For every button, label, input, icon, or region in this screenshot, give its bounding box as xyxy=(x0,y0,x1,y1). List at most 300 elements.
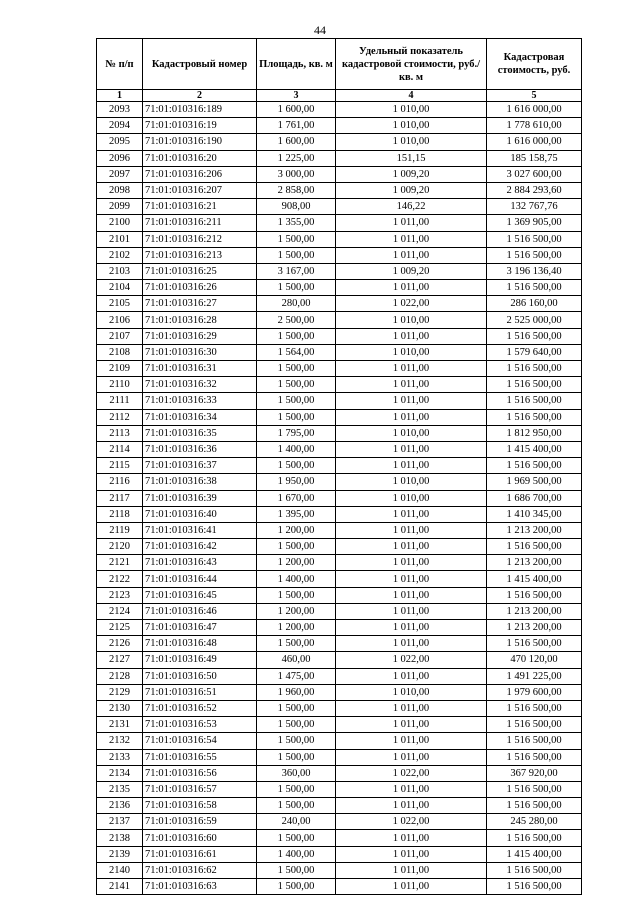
cadastral-number-cell: 71:01:010316:31 xyxy=(143,361,257,377)
cadastral-cost-cell: 1 213 200,00 xyxy=(487,603,582,619)
cadastral-cost-cell: 1 979 600,00 xyxy=(487,684,582,700)
specific-value-cell: 1 022,00 xyxy=(336,296,487,312)
row-number-cell: 2094 xyxy=(97,118,143,134)
page-number: 44 xyxy=(314,23,326,37)
area-cell: 280,00 xyxy=(257,296,336,312)
table-row xyxy=(97,814,582,830)
column-index: 5 xyxy=(487,90,582,102)
cadastral-number-cell: 71:01:010316:60 xyxy=(143,830,257,846)
cadastral-cost-cell: 245 280,00 xyxy=(487,814,582,830)
cadastral-number-cell: 71:01:010316:49 xyxy=(143,652,257,668)
row-number-cell: 2130 xyxy=(97,700,143,716)
table-row xyxy=(97,668,582,684)
row-number-cell: 2119 xyxy=(97,522,143,538)
specific-value-cell: 1 022,00 xyxy=(336,652,487,668)
column-index: 1 xyxy=(97,90,143,102)
cadastral-number-cell: 71:01:010316:39 xyxy=(143,490,257,506)
cadastral-number-cell: 71:01:010316:29 xyxy=(143,328,257,344)
area-cell: 1 950,00 xyxy=(257,474,336,490)
header-cadastral-number: Кадастровый номер xyxy=(143,39,257,90)
cadastral-number-cell: 71:01:010316:38 xyxy=(143,474,257,490)
table-row xyxy=(97,781,582,797)
cadastral-cost-cell: 1 516 500,00 xyxy=(487,587,582,603)
specific-value-cell: 1 011,00 xyxy=(336,798,487,814)
row-number-cell: 2098 xyxy=(97,182,143,198)
table-row xyxy=(97,603,582,619)
header-row xyxy=(97,39,582,90)
area-cell: 1 200,00 xyxy=(257,522,336,538)
cadastral-number-cell: 71:01:010316:52 xyxy=(143,700,257,716)
specific-value-cell: 1 011,00 xyxy=(336,377,487,393)
cadastral-number-cell: 71:01:010316:35 xyxy=(143,425,257,441)
specific-value-cell: 1 011,00 xyxy=(336,539,487,555)
area-cell: 3 000,00 xyxy=(257,166,336,182)
cadastral-cost-cell: 1 516 500,00 xyxy=(487,862,582,878)
specific-value-cell: 1 011,00 xyxy=(336,280,487,296)
cadastral-cost-cell: 1 516 500,00 xyxy=(487,458,582,474)
cadastral-number-cell: 71:01:010316:20 xyxy=(143,150,257,166)
row-number-cell: 2108 xyxy=(97,344,143,360)
table-row xyxy=(97,215,582,231)
row-number-cell: 2107 xyxy=(97,328,143,344)
row-number-cell: 2099 xyxy=(97,199,143,215)
row-number-cell: 2140 xyxy=(97,862,143,878)
cadastral-cost-cell: 1 812 950,00 xyxy=(487,425,582,441)
cadastral-cost-cell: 3 027 600,00 xyxy=(487,166,582,182)
specific-value-cell: 1 011,00 xyxy=(336,458,487,474)
specific-value-cell: 1 010,00 xyxy=(336,490,487,506)
specific-value-cell: 1 011,00 xyxy=(336,700,487,716)
cadastral-cost-cell: 1 415 400,00 xyxy=(487,846,582,862)
area-cell: 1 500,00 xyxy=(257,458,336,474)
cadastral-number-cell: 71:01:010316:47 xyxy=(143,620,257,636)
cadastral-number-cell: 71:01:010316:48 xyxy=(143,636,257,652)
row-number-cell: 2131 xyxy=(97,717,143,733)
cadastral-cost-cell: 1 415 400,00 xyxy=(487,571,582,587)
cadastral-cost-cell: 1 491 225,00 xyxy=(487,668,582,684)
cadastral-number-cell: 71:01:010316:62 xyxy=(143,862,257,878)
cadastral-number-cell: 71:01:010316:33 xyxy=(143,393,257,409)
row-number-cell: 2113 xyxy=(97,425,143,441)
cadastral-cost-cell: 2 884 293,60 xyxy=(487,182,582,198)
specific-value-cell: 1 011,00 xyxy=(336,879,487,895)
table-row xyxy=(97,166,582,182)
row-number-cell: 2093 xyxy=(97,102,143,118)
table-row xyxy=(97,539,582,555)
area-cell: 1 500,00 xyxy=(257,700,336,716)
cadastral-cost-cell: 1 616 000,00 xyxy=(487,102,582,118)
table-row xyxy=(97,312,582,328)
area-cell: 908,00 xyxy=(257,199,336,215)
table-row xyxy=(97,393,582,409)
table-row xyxy=(97,263,582,279)
table-row xyxy=(97,458,582,474)
specific-value-cell: 1 011,00 xyxy=(336,862,487,878)
cadastral-number-cell: 71:01:010316:212 xyxy=(143,231,257,247)
table-row xyxy=(97,571,582,587)
specific-value-cell: 1 011,00 xyxy=(336,328,487,344)
cadastral-number-cell: 71:01:010316:44 xyxy=(143,571,257,587)
table-row xyxy=(97,377,582,393)
row-number-cell: 2141 xyxy=(97,879,143,895)
cadastral-cost-cell: 470 120,00 xyxy=(487,652,582,668)
row-number-cell: 2112 xyxy=(97,409,143,425)
cadastral-number-cell: 71:01:010316:189 xyxy=(143,102,257,118)
table-row xyxy=(97,425,582,441)
specific-value-cell: 1 011,00 xyxy=(336,215,487,231)
table-row xyxy=(97,328,582,344)
table-row xyxy=(97,700,582,716)
area-cell: 1 500,00 xyxy=(257,361,336,377)
cadastral-number-cell: 71:01:010316:61 xyxy=(143,846,257,862)
table-row xyxy=(97,344,582,360)
area-cell: 240,00 xyxy=(257,814,336,830)
cadastral-cost-cell: 1 516 500,00 xyxy=(487,328,582,344)
cadastral-number-cell: 71:01:010316:30 xyxy=(143,344,257,360)
table-row xyxy=(97,765,582,781)
cadastral-cost-cell: 286 160,00 xyxy=(487,296,582,312)
cadastral-cost-cell: 1 516 500,00 xyxy=(487,749,582,765)
cadastral-cost-cell: 132 767,76 xyxy=(487,199,582,215)
specific-value-cell: 1 010,00 xyxy=(336,425,487,441)
area-cell: 1 355,00 xyxy=(257,215,336,231)
specific-value-cell: 1 011,00 xyxy=(336,668,487,684)
row-number-cell: 2097 xyxy=(97,166,143,182)
table-row xyxy=(97,749,582,765)
row-number-cell: 2129 xyxy=(97,684,143,700)
row-number-cell: 2127 xyxy=(97,652,143,668)
row-number-cell: 2104 xyxy=(97,280,143,296)
area-cell: 2 858,00 xyxy=(257,182,336,198)
table-row xyxy=(97,846,582,862)
cadastral-number-cell: 71:01:010316:213 xyxy=(143,247,257,263)
cadastral-number-cell: 71:01:010316:57 xyxy=(143,781,257,797)
specific-value-cell: 1 011,00 xyxy=(336,522,487,538)
specific-value-cell: 1 010,00 xyxy=(336,102,487,118)
cadastral-cost-cell: 1 516 500,00 xyxy=(487,361,582,377)
specific-value-cell: 1 011,00 xyxy=(336,409,487,425)
area-cell: 1 500,00 xyxy=(257,749,336,765)
cadastral-cost-cell: 3 196 136,40 xyxy=(487,263,582,279)
specific-value-cell: 1 011,00 xyxy=(336,846,487,862)
area-cell: 1 400,00 xyxy=(257,571,336,587)
cadastral-cost-cell: 1 213 200,00 xyxy=(487,620,582,636)
area-cell: 1 670,00 xyxy=(257,490,336,506)
row-number-cell: 2120 xyxy=(97,539,143,555)
cadastral-cost-cell: 1 969 500,00 xyxy=(487,474,582,490)
area-cell: 1 600,00 xyxy=(257,102,336,118)
row-number-cell: 2136 xyxy=(97,798,143,814)
area-cell: 1 475,00 xyxy=(257,668,336,684)
area-cell: 1 500,00 xyxy=(257,798,336,814)
area-cell: 1 500,00 xyxy=(257,231,336,247)
area-cell: 1 200,00 xyxy=(257,555,336,571)
header-cadastral-cost: Кадастровая стоимость, руб. xyxy=(487,39,582,90)
area-cell: 1 225,00 xyxy=(257,150,336,166)
specific-value-cell: 1 011,00 xyxy=(336,830,487,846)
area-cell: 1 500,00 xyxy=(257,733,336,749)
row-number-cell: 2106 xyxy=(97,312,143,328)
area-cell: 1 500,00 xyxy=(257,636,336,652)
row-number-cell: 2128 xyxy=(97,668,143,684)
table-row xyxy=(97,474,582,490)
table-row xyxy=(97,134,582,150)
table-row xyxy=(97,280,582,296)
table-row xyxy=(97,490,582,506)
table-row xyxy=(97,506,582,522)
specific-value-cell: 1 011,00 xyxy=(336,733,487,749)
row-number-cell: 2109 xyxy=(97,361,143,377)
area-cell: 1 500,00 xyxy=(257,717,336,733)
cadastral-cost-cell: 1 516 500,00 xyxy=(487,409,582,425)
cadastral-cost-cell: 1 516 500,00 xyxy=(487,393,582,409)
specific-value-cell: 1 010,00 xyxy=(336,684,487,700)
table-row xyxy=(97,830,582,846)
table-row xyxy=(97,879,582,895)
row-number-cell: 2100 xyxy=(97,215,143,231)
row-number-cell: 2126 xyxy=(97,636,143,652)
specific-value-cell: 1 010,00 xyxy=(336,118,487,134)
area-cell: 1 795,00 xyxy=(257,425,336,441)
column-index: 4 xyxy=(336,90,487,102)
cadastral-number-cell: 71:01:010316:21 xyxy=(143,199,257,215)
area-cell: 1 564,00 xyxy=(257,344,336,360)
area-cell: 1 600,00 xyxy=(257,134,336,150)
row-number-cell: 2132 xyxy=(97,733,143,749)
specific-value-cell: 1 011,00 xyxy=(336,571,487,587)
cadastral-number-cell: 71:01:010316:40 xyxy=(143,506,257,522)
row-number-cell: 2135 xyxy=(97,781,143,797)
specific-value-cell: 1 011,00 xyxy=(336,506,487,522)
row-number-cell: 2133 xyxy=(97,749,143,765)
specific-value-cell: 1 010,00 xyxy=(336,344,487,360)
specific-value-cell: 1 022,00 xyxy=(336,765,487,781)
cadastral-cost-cell: 1 516 500,00 xyxy=(487,798,582,814)
cadastral-number-cell: 71:01:010316:32 xyxy=(143,377,257,393)
cadastral-cost-cell: 1 516 500,00 xyxy=(487,636,582,652)
area-cell: 1 500,00 xyxy=(257,393,336,409)
cadastral-number-cell: 71:01:010316:46 xyxy=(143,603,257,619)
row-number-cell: 2137 xyxy=(97,814,143,830)
header-row-number: № п/п xyxy=(97,39,143,90)
area-cell: 1 500,00 xyxy=(257,409,336,425)
area-cell: 1 400,00 xyxy=(257,441,336,457)
row-number-cell: 2102 xyxy=(97,247,143,263)
row-number-cell: 2110 xyxy=(97,377,143,393)
cadastral-cost-cell: 1 516 500,00 xyxy=(487,280,582,296)
cadastral-number-cell: 71:01:010316:45 xyxy=(143,587,257,603)
row-number-cell: 2122 xyxy=(97,571,143,587)
table-row xyxy=(97,118,582,134)
specific-value-cell: 1 011,00 xyxy=(336,636,487,652)
cadastral-cost-cell: 1 516 500,00 xyxy=(487,781,582,797)
cadastral-cost-cell: 1 415 400,00 xyxy=(487,441,582,457)
cadastral-number-cell: 71:01:010316:206 xyxy=(143,166,257,182)
row-number-cell: 2134 xyxy=(97,765,143,781)
cadastral-number-cell: 71:01:010316:63 xyxy=(143,879,257,895)
cadastral-number-cell: 71:01:010316:25 xyxy=(143,263,257,279)
specific-value-cell: 1 011,00 xyxy=(336,231,487,247)
table-row xyxy=(97,620,582,636)
area-cell: 1 761,00 xyxy=(257,118,336,134)
cadastral-number-cell: 71:01:010316:43 xyxy=(143,555,257,571)
row-number-cell: 2115 xyxy=(97,458,143,474)
row-number-cell: 2139 xyxy=(97,846,143,862)
specific-value-cell: 1 011,00 xyxy=(336,555,487,571)
row-number-cell: 2095 xyxy=(97,134,143,150)
specific-value-cell: 1 011,00 xyxy=(336,587,487,603)
area-cell: 3 167,00 xyxy=(257,263,336,279)
table-row xyxy=(97,296,582,312)
cadastral-cost-cell: 1 369 905,00 xyxy=(487,215,582,231)
row-number-cell: 2125 xyxy=(97,620,143,636)
specific-value-cell: 146,22 xyxy=(336,199,487,215)
table-row xyxy=(97,652,582,668)
cadastral-cost-cell: 1 686 700,00 xyxy=(487,490,582,506)
area-cell: 1 500,00 xyxy=(257,280,336,296)
row-number-cell: 2118 xyxy=(97,506,143,522)
header-area: Площадь, кв. м xyxy=(257,39,336,90)
cadastral-number-cell: 71:01:010316:34 xyxy=(143,409,257,425)
area-cell: 1 500,00 xyxy=(257,247,336,263)
table-row xyxy=(97,182,582,198)
cadastral-number-cell: 71:01:010316:55 xyxy=(143,749,257,765)
cadastral-number-cell: 71:01:010316:27 xyxy=(143,296,257,312)
cadastral-cost-cell: 1 516 500,00 xyxy=(487,717,582,733)
cadastral-number-cell: 71:01:010316:36 xyxy=(143,441,257,457)
row-number-cell: 2121 xyxy=(97,555,143,571)
header-specific-value: Удельный показатель кадастровой стоимости, руб./кв. м xyxy=(336,39,487,90)
cadastral-cost-cell: 1 516 500,00 xyxy=(487,539,582,555)
area-cell: 460,00 xyxy=(257,652,336,668)
cadastral-number-cell: 71:01:010316:37 xyxy=(143,458,257,474)
table-row xyxy=(97,587,582,603)
cadastral-number-cell: 71:01:010316:26 xyxy=(143,280,257,296)
area-cell: 1 500,00 xyxy=(257,862,336,878)
cadastral-cost-cell: 1 213 200,00 xyxy=(487,522,582,538)
specific-value-cell: 1 011,00 xyxy=(336,717,487,733)
cadastral-cost-cell: 1 516 500,00 xyxy=(487,830,582,846)
table-row xyxy=(97,231,582,247)
area-cell: 1 960,00 xyxy=(257,684,336,700)
area-cell: 1 500,00 xyxy=(257,328,336,344)
table-row xyxy=(97,409,582,425)
table-row xyxy=(97,361,582,377)
cadastral-cost-cell: 1 516 500,00 xyxy=(487,700,582,716)
cadastral-cost-cell: 185 158,75 xyxy=(487,150,582,166)
cadastral-cost-cell: 367 920,00 xyxy=(487,765,582,781)
area-cell: 2 500,00 xyxy=(257,312,336,328)
cadastral-cost-cell: 1 516 500,00 xyxy=(487,879,582,895)
row-number-cell: 2117 xyxy=(97,490,143,506)
specific-value-cell: 1 010,00 xyxy=(336,312,487,328)
cadastral-cost-cell: 1 213 200,00 xyxy=(487,555,582,571)
table-row xyxy=(97,102,582,118)
table-row xyxy=(97,733,582,749)
specific-value-cell: 151,15 xyxy=(336,150,487,166)
cadastral-number-cell: 71:01:010316:54 xyxy=(143,733,257,749)
cadastral-number-cell: 71:01:010316:211 xyxy=(143,215,257,231)
table-row xyxy=(97,199,582,215)
specific-value-cell: 1 011,00 xyxy=(336,247,487,263)
area-cell: 1 500,00 xyxy=(257,587,336,603)
row-number-cell: 2138 xyxy=(97,830,143,846)
specific-value-cell: 1 010,00 xyxy=(336,474,487,490)
specific-value-cell: 1 009,20 xyxy=(336,166,487,182)
column-index: 2 xyxy=(143,90,257,102)
row-number-cell: 2101 xyxy=(97,231,143,247)
area-cell: 1 500,00 xyxy=(257,377,336,393)
table-body xyxy=(97,102,582,895)
area-cell: 1 200,00 xyxy=(257,620,336,636)
cadastral-cost-cell: 1 778 610,00 xyxy=(487,118,582,134)
cadastral-cost-cell: 1 516 500,00 xyxy=(487,247,582,263)
cadastral-cost-cell: 1 410 345,00 xyxy=(487,506,582,522)
table-row xyxy=(97,150,582,166)
cadastral-number-cell: 71:01:010316:19 xyxy=(143,118,257,134)
table-row xyxy=(97,717,582,733)
area-cell: 1 200,00 xyxy=(257,603,336,619)
cadastral-value-table xyxy=(96,38,582,895)
cadastral-cost-cell: 1 516 500,00 xyxy=(487,231,582,247)
table-row xyxy=(97,247,582,263)
table-row xyxy=(97,798,582,814)
table-row xyxy=(97,684,582,700)
cadastral-number-cell: 71:01:010316:41 xyxy=(143,522,257,538)
specific-value-cell: 1 009,20 xyxy=(336,182,487,198)
cadastral-number-cell: 71:01:010316:51 xyxy=(143,684,257,700)
cadastral-number-cell: 71:01:010316:59 xyxy=(143,814,257,830)
row-number-cell: 2124 xyxy=(97,603,143,619)
specific-value-cell: 1 011,00 xyxy=(336,441,487,457)
specific-value-cell: 1 011,00 xyxy=(336,603,487,619)
row-number-cell: 2103 xyxy=(97,263,143,279)
area-cell: 1 395,00 xyxy=(257,506,336,522)
table-header xyxy=(97,39,582,102)
cadastral-number-cell: 71:01:010316:207 xyxy=(143,182,257,198)
table-row xyxy=(97,522,582,538)
specific-value-cell: 1 011,00 xyxy=(336,393,487,409)
row-number-cell: 2114 xyxy=(97,441,143,457)
row-number-cell: 2096 xyxy=(97,150,143,166)
area-cell: 1 400,00 xyxy=(257,846,336,862)
row-number-cell: 2116 xyxy=(97,474,143,490)
table-row xyxy=(97,555,582,571)
specific-value-cell: 1 010,00 xyxy=(336,134,487,150)
cadastral-number-cell: 71:01:010316:58 xyxy=(143,798,257,814)
specific-value-cell: 1 022,00 xyxy=(336,814,487,830)
specific-value-cell: 1 011,00 xyxy=(336,361,487,377)
specific-value-cell: 1 009,20 xyxy=(336,263,487,279)
cadastral-cost-cell: 2 525 000,00 xyxy=(487,312,582,328)
area-cell: 1 500,00 xyxy=(257,879,336,895)
area-cell: 1 500,00 xyxy=(257,830,336,846)
table-row xyxy=(97,441,582,457)
specific-value-cell: 1 011,00 xyxy=(336,781,487,797)
table-row xyxy=(97,862,582,878)
row-number-cell: 2105 xyxy=(97,296,143,312)
area-cell: 360,00 xyxy=(257,765,336,781)
area-cell: 1 500,00 xyxy=(257,539,336,555)
cadastral-number-cell: 71:01:010316:50 xyxy=(143,668,257,684)
cadastral-number-cell: 71:01:010316:28 xyxy=(143,312,257,328)
column-index-row xyxy=(97,90,582,102)
cadastral-cost-cell: 1 516 500,00 xyxy=(487,733,582,749)
table-row xyxy=(97,636,582,652)
row-number-cell: 2111 xyxy=(97,393,143,409)
cadastral-cost-cell: 1 616 000,00 xyxy=(487,134,582,150)
cadastral-number-cell: 71:01:010316:53 xyxy=(143,717,257,733)
